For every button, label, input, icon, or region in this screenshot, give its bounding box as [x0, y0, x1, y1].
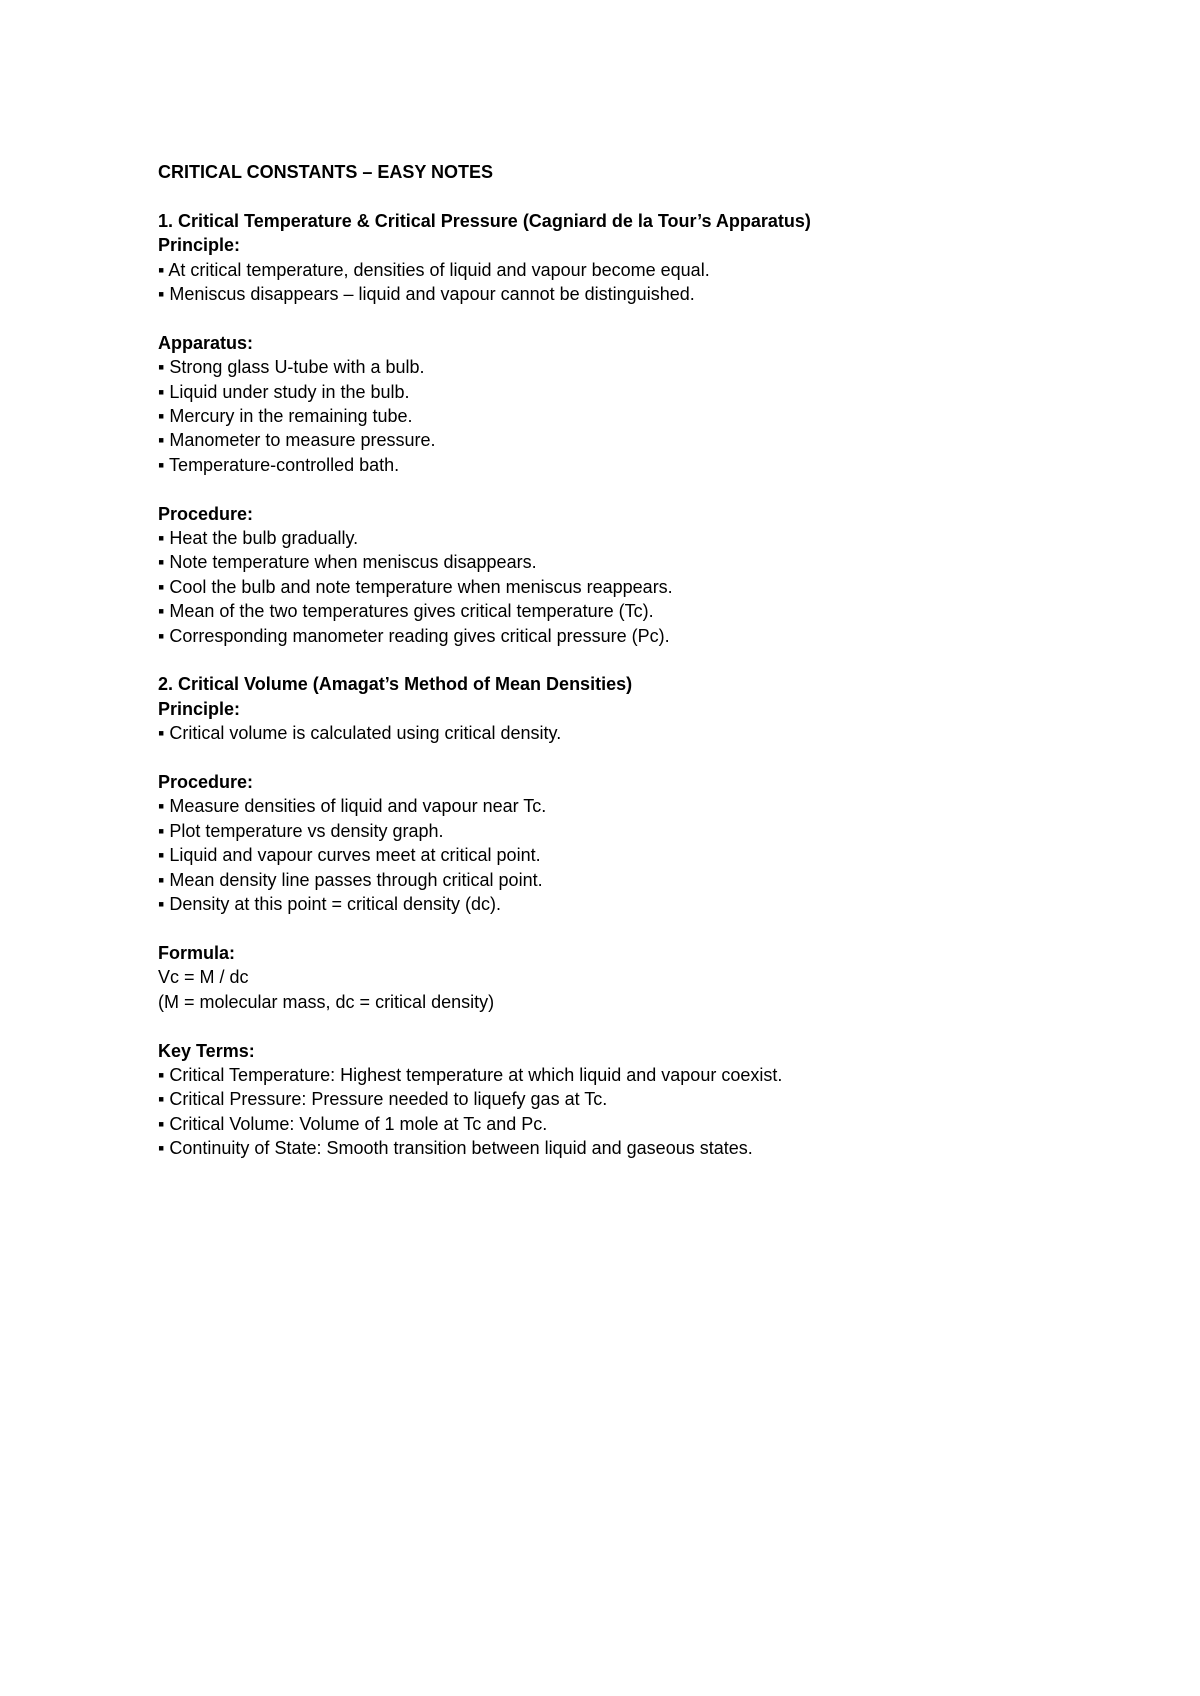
list-item: ▪ Cool the bulb and note temperature when meniscus reappears. — [158, 576, 673, 597]
list-item: ▪ Critical volume is calculated using critical density. — [158, 723, 562, 744]
formula-label: Formula: — [158, 942, 236, 963]
section1-principle-label: Principle: — [158, 235, 241, 256]
formula-line: Vc = M / dc — [158, 967, 249, 988]
section1-apparatus-label: Apparatus: — [158, 332, 254, 353]
list-item: ▪ Strong glass U-tube with a bulb. — [158, 357, 425, 378]
spacer — [158, 1014, 1118, 1038]
section1-procedure-label: Procedure: — [158, 503, 254, 524]
list-item: ▪ Mean of the two temperatures gives critical temperature (Tc). — [158, 601, 654, 622]
document-page — [158, 160, 1118, 1161]
spacer — [158, 648, 1118, 672]
list-item: ▪ At critical temperature, densities of liquid and vapour become equal. — [158, 259, 710, 280]
list-item: ▪ Critical Pressure: Pressure needed to liquefy gas at Tc. — [158, 1089, 608, 1110]
spacer — [158, 477, 1118, 501]
list-item: ▪ Liquid under study in the bulb. — [158, 381, 410, 402]
section2-procedure-label: Procedure: — [158, 772, 254, 793]
spacer — [158, 746, 1118, 770]
list-item: ▪ Meniscus disappears – liquid and vapour cannot be distinguished. — [158, 284, 695, 305]
list-item: ▪ Temperature-controlled bath. — [158, 454, 400, 475]
spacer — [158, 184, 1118, 208]
section2-principle-label: Principle: — [158, 698, 241, 719]
spacer — [158, 306, 1118, 330]
list-item: ▪ Critical Volume: Volume of 1 mole at Tc and Pc. — [158, 1113, 548, 1134]
list-item: ▪ Note temperature when meniscus disappears. — [158, 552, 537, 573]
key-terms-label: Key Terms: — [158, 1040, 255, 1061]
list-item: ▪ Manometer to measure pressure. — [158, 430, 436, 451]
list-item: ▪ Density at this point = critical density (dc). — [158, 894, 502, 915]
spacer — [158, 917, 1118, 941]
list-item: ▪ Liquid and vapour curves meet at critical point. — [158, 845, 541, 866]
list-item: ▪ Measure densities of liquid and vapour near Tc. — [158, 796, 547, 817]
list-item: ▪ Mean density line passes through critical point. — [158, 869, 543, 890]
list-item: ▪ Plot temperature vs density graph. — [158, 820, 444, 841]
list-item: ▪ Heat the bulb gradually. — [158, 528, 359, 549]
document-title: CRITICAL CONSTANTS – EASY NOTES — [158, 162, 494, 182]
section2-heading: 2. Critical Volume (Amagat’s Method of Mean Densities) — [158, 674, 633, 695]
section1-heading: 1. Critical Temperature & Critical Pressure (Cagniard de la Tour’s Apparatus) — [158, 210, 811, 231]
list-item: ▪ Critical Temperature: Highest temperature at which liquid and vapour coexist. — [158, 1064, 783, 1085]
list-item: ▪ Continuity of State: Smooth transition between liquid and gaseous states. — [158, 1138, 753, 1159]
list-item: ▪ Corresponding manometer reading gives critical pressure (Pc). — [158, 625, 670, 646]
list-item: ▪ Mercury in the remaining tube. — [158, 406, 413, 427]
formula-line: (M = molecular mass, dc = critical density) — [158, 991, 495, 1012]
